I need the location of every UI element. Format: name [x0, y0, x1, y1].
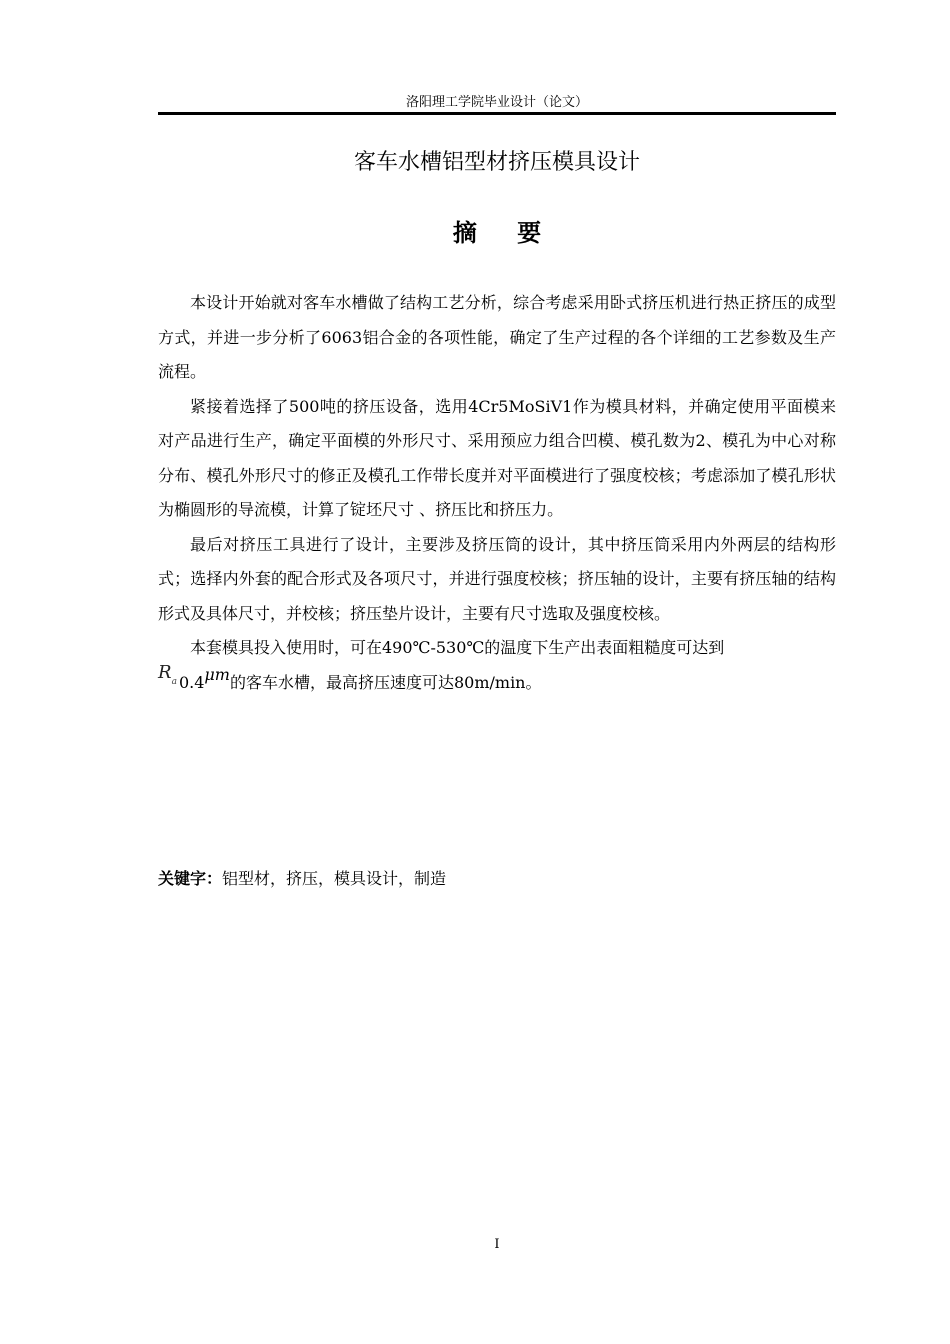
keywords-text: 铝型材，挤压，模具设计，制造	[222, 869, 447, 888]
roughness-value: 0.4	[178, 672, 205, 692]
roughness-unit: μm	[204, 664, 230, 684]
abstract-paragraph-3: 最后对挤压工具进行了设计，主要涉及挤压筒的设计，其中挤压筒采用内外两层的结构形式；选择内外套的配合形式及各项尺寸，并进行强度校核；挤压轴的设计，主要有挤压轴的结构形式及具体尺寸，并校核；挤压垫片设计，主要有尺寸选取及强度校核。	[158, 534, 836, 623]
abstract-heading: 摘 要	[452, 219, 558, 247]
abstract-paragraph-2: 紧接着选择了500吨的挤压设备，选用4Cr5MoSiV1作为模具材料，并确定使用平面模来对产品进行生产，确定平面模的外形尺寸、采用预应力组合凹模、模孔数为2、模孔为中心对称分布、模孔外形尺寸的修正及模孔工作带长度并对平面模进行了强度校核；考虑添加了模孔形状为椭圆形的导流模，计算了锭坯尺寸 、挤压比和挤压力。	[158, 396, 836, 519]
keywords-line	[158, 866, 836, 892]
page-number: I	[494, 1237, 500, 1252]
header-divider	[158, 112, 836, 115]
abstract-paragraph-4: 本套模具投入使用时，可在490℃-530℃的温度下生产出表面粗糙度可达到	[190, 638, 725, 657]
roughness-line-text: 的客车水槽，最高挤压速度可达80m/min。	[229, 672, 542, 692]
page-header: 洛阳理工学院毕业设计（论文）	[405, 95, 588, 110]
roughness-symbol: R	[158, 661, 172, 683]
document-title: 客车水槽铝型材挤压模具设计	[353, 150, 640, 175]
keywords-label: 关键字：	[158, 869, 223, 888]
roughness-subscript: a	[171, 676, 177, 687]
abstract-body	[158, 286, 836, 703]
abstract-paragraph-1: 本设计开始就对客车水槽做了结构工艺分析，综合考虑采用卧式挤压机进行热正挤压的成型方式，并进一步分析了6063铝合金的各项性能，确定了生产过程的各个详细的工艺参数及生产流程。	[158, 293, 836, 381]
roughness-line	[158, 661, 836, 704]
